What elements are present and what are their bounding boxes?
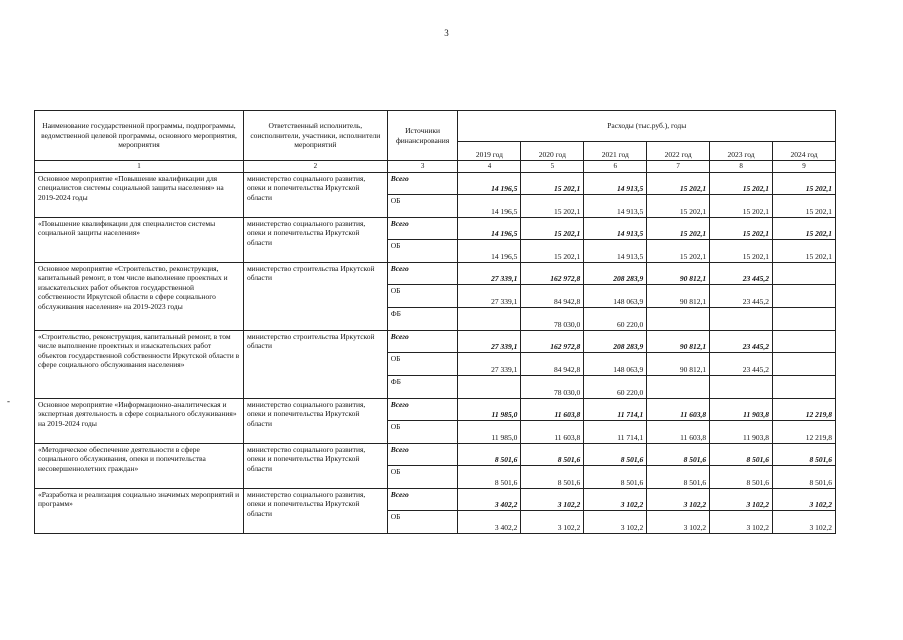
table-row [35,218,836,240]
expense-value: 15 202,1 [521,218,584,240]
column-number: 4 [458,161,521,173]
expense-value: 162 972,8 [521,263,584,285]
activity-name: «Повышение квалификации для специалистов системы социальной защиты населения» [35,218,244,263]
expense-value: 148 063,9 [584,353,647,376]
table-row [35,173,836,195]
expense-value: 78 030,0 [521,308,584,331]
expense-value: 11 903,8 [710,421,773,444]
expense-value [773,285,836,308]
expense-value: 78 030,0 [521,376,584,399]
expense-value: 23 445,2 [710,285,773,308]
expense-value: 15 202,1 [647,195,710,218]
funding-source: ОБ [387,511,458,534]
expense-value: 15 202,1 [710,195,773,218]
expense-value: 12 219,8 [773,421,836,444]
expense-value: 27 339,1 [458,331,521,353]
header-expenses: Расходы (тыс.руб.), годы [458,111,836,142]
expense-value: 8 501,6 [710,444,773,466]
expense-value: 15 202,1 [647,218,710,240]
expense-value: 15 202,1 [647,173,710,195]
expense-value: 3 102,2 [647,511,710,534]
expense-value: 12 219,8 [773,399,836,421]
expense-value [458,308,521,331]
expense-value: 15 202,1 [521,173,584,195]
funding-source: Всего [387,218,458,240]
header-year-2024: 2024 год [773,142,836,161]
expense-value: 90 812,1 [647,353,710,376]
expense-value: 14 196,5 [458,218,521,240]
column-number: 1 [35,161,244,173]
funding-source: ОБ [387,466,458,489]
activity-name: Основное мероприятие «Строительство, реконструкция, капитальный ремонт, в том числе выполнение проектных и изыскательских работ объектов государственной собственности Иркутской области в сфере социального обслуживания населения» на 2019-2023 годы [35,263,244,331]
header-year-2023: 2023 год [710,142,773,161]
column-number: 9 [773,161,836,173]
header-year-2021: 2021 год [584,142,647,161]
expenses-table [34,110,836,534]
expense-value: 3 102,2 [521,489,584,511]
expense-value [773,263,836,285]
funding-source: ОБ [387,353,458,376]
expense-value: 11 603,8 [521,421,584,444]
funding-source: ФБ [387,308,458,331]
expense-value: 3 102,2 [773,511,836,534]
expense-value: 84 942,8 [521,285,584,308]
header-funding-sources: Источники финансирования [387,111,458,161]
funding-source: Всего [387,263,458,285]
expense-value: 11 985,0 [458,421,521,444]
expense-value [773,308,836,331]
activity-executor: министерство социального развития, опеки и попечительства Иркутской области [243,218,387,263]
expense-value: 11 985,0 [458,399,521,421]
expense-value: 3 102,2 [521,511,584,534]
funding-source: Всего [387,173,458,195]
expense-value: 162 972,8 [521,331,584,353]
table-row [35,331,836,353]
expense-value: 3 102,2 [647,489,710,511]
expense-value: 208 283,9 [584,263,647,285]
expense-value: 11 603,8 [521,399,584,421]
expense-value: 11 714,1 [584,399,647,421]
expense-value: 15 202,1 [773,240,836,263]
table-row [35,263,836,285]
header-program-name: Наименование государственной программы, подпрограммы, ведомственной целевой программы, основного мероприятия, мероприятия [35,111,244,161]
expense-value [773,376,836,399]
expense-value: 8 501,6 [773,466,836,489]
funding-source: ОБ [387,240,458,263]
funding-source: ОБ [387,285,458,308]
column-number: 6 [584,161,647,173]
activity-executor: министерство социального развития, опеки и попечительства Иркутской области [243,444,387,489]
funding-source: ОБ [387,421,458,444]
expense-value: 8 501,6 [521,444,584,466]
expense-value: 60 220,0 [584,308,647,331]
expense-value: 14 913,5 [584,173,647,195]
expense-value: 90 812,1 [647,331,710,353]
activity-executor: министерство строительства Иркутской области [243,331,387,399]
expense-value: 14 913,5 [584,195,647,218]
column-number: 5 [521,161,584,173]
expense-value: 23 445,2 [710,263,773,285]
activity-name: «Методическое обеспечение деятельности в сфере социального обслуживания, опеки и попечительства несовершеннолетних граждан» [35,444,244,489]
expense-value: 3 102,2 [773,489,836,511]
funding-source: Всего [387,331,458,353]
expense-value: 15 202,1 [710,173,773,195]
funding-source: ОБ [387,195,458,218]
funding-source: Всего [387,444,458,466]
expense-value: 3 402,2 [458,489,521,511]
expense-value: 14 196,5 [458,173,521,195]
expense-value: 14 913,5 [584,240,647,263]
activity-name: «Разработка и реализация социально значимых мероприятий и программ» [35,489,244,534]
expense-value: 3 402,2 [458,511,521,534]
table-row [35,399,836,421]
expense-value: 8 501,6 [647,444,710,466]
expense-value: 27 339,1 [458,285,521,308]
expense-value: 11 903,8 [710,399,773,421]
expense-value: 8 501,6 [710,466,773,489]
funding-source: Всего [387,489,458,511]
expense-value [647,308,710,331]
header-year-2020: 2020 год [521,142,584,161]
header-year-2019: 2019 год [458,142,521,161]
header-executors: Ответственный исполнитель, соисполнители, участники, исполнители мероприятий [243,111,387,161]
margin-mark: - [7,396,10,406]
column-number: 7 [647,161,710,173]
expense-value: 3 102,2 [584,489,647,511]
expense-value: 8 501,6 [458,444,521,466]
expense-value: 15 202,1 [773,195,836,218]
expense-value: 8 501,6 [521,466,584,489]
expense-value: 14 913,5 [584,218,647,240]
funding-source: Всего [387,399,458,421]
activity-executor: министерство социального развития, опеки и попечительства Иркутской области [243,489,387,534]
expense-value: 15 202,1 [773,173,836,195]
expense-value: 90 812,1 [647,263,710,285]
expense-value: 3 102,2 [710,489,773,511]
activity-name: «Строительство, реконструкция, капитальный ремонт, в том числе выполнение проектных и изыскательских работ объектов государственной собственности Иркутской области в сфере социального обслуживания населения» [35,331,244,399]
table-body [35,173,836,534]
column-number: 3 [387,161,458,173]
expense-value: 15 202,1 [647,240,710,263]
expense-value: 8 501,6 [458,466,521,489]
expense-value [647,376,710,399]
funding-source: ФБ [387,376,458,399]
table-row [35,489,836,511]
expense-value: 8 501,6 [773,444,836,466]
activity-name: Основное мероприятие «Повышение квалификации для специалистов системы социальной защиты населения» на 2019-2024 годы [35,173,244,218]
table-header-row [35,111,836,142]
expense-value: 15 202,1 [710,218,773,240]
expense-value: 27 339,1 [458,353,521,376]
expense-value: 15 202,1 [773,218,836,240]
expense-value [773,331,836,353]
expense-value: 90 812,1 [647,285,710,308]
column-number: 2 [243,161,387,173]
expense-value: 11 714,1 [584,421,647,444]
expense-value: 14 196,5 [458,240,521,263]
expense-value: 11 603,8 [647,399,710,421]
expense-value [710,376,773,399]
expense-value: 8 501,6 [584,466,647,489]
expense-value: 3 102,2 [710,511,773,534]
expense-value: 8 501,6 [647,466,710,489]
activity-executor: министерство строительства Иркутской области [243,263,387,331]
header-year-2022: 2022 год [647,142,710,161]
expense-value: 3 102,2 [584,511,647,534]
expense-value [710,308,773,331]
activity-executor: министерство социального развития, опеки и попечительства Иркутской области [243,173,387,218]
expense-value [773,353,836,376]
activity-executor: министерство социального развития, опеки и попечительства Иркутской области [243,399,387,444]
expense-value: 14 196,5 [458,195,521,218]
expense-value: 23 445,2 [710,353,773,376]
page-number: 3 [444,28,449,38]
expense-value: 8 501,6 [584,444,647,466]
activity-name: Основное мероприятие «Информационно-аналитическая и экспертная деятельность в сфере социального обслуживания» на 2019-2024 годы [35,399,244,444]
expense-value: 15 202,1 [521,240,584,263]
expense-value: 60 220,0 [584,376,647,399]
column-number: 8 [710,161,773,173]
table-row [35,444,836,466]
expense-value: 27 339,1 [458,263,521,285]
expense-value: 15 202,1 [521,195,584,218]
expense-value: 23 445,2 [710,331,773,353]
expense-value: 11 603,8 [647,421,710,444]
expense-value [458,376,521,399]
expense-value: 148 063,9 [584,285,647,308]
expense-value: 84 942,8 [521,353,584,376]
column-numbers-row [35,161,836,173]
expense-value: 15 202,1 [710,240,773,263]
expense-value: 208 283,9 [584,331,647,353]
